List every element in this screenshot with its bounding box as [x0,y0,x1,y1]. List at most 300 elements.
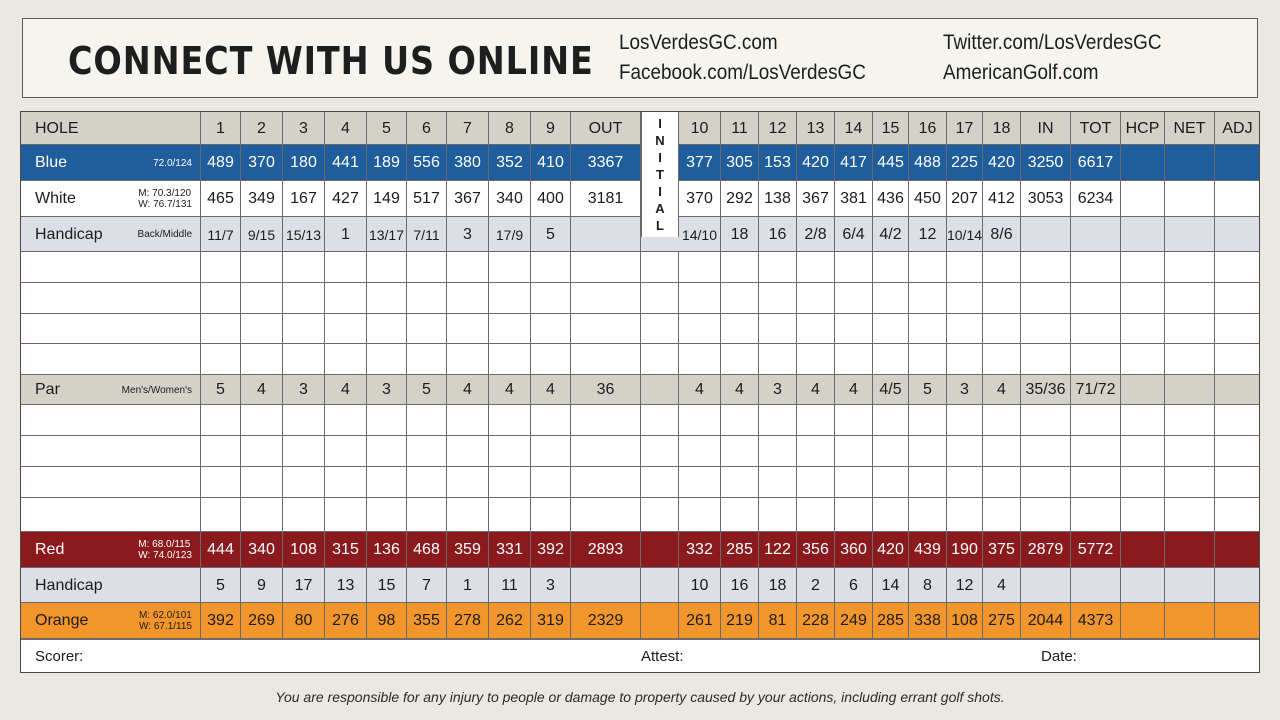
score-cell[interactable] [201,344,241,375]
score-cell[interactable] [447,467,489,498]
score-cell[interactable] [1215,314,1260,344]
score-cell[interactable] [835,498,873,532]
initial-column [641,112,679,237]
score-cell[interactable] [241,314,283,344]
yardage-cell: 17 [283,568,325,603]
initial-letter: N [655,133,665,148]
score-cell[interactable] [909,467,947,498]
score-cell[interactable] [367,498,407,532]
yardage-cell: 189 [367,145,407,181]
yardage-cell: 381 [835,181,873,217]
score-cell[interactable] [759,283,797,314]
column-header: TOT [1071,112,1121,145]
score-cell[interactable] [1121,283,1165,314]
score-cell[interactable] [367,436,407,467]
score-cell[interactable] [1121,314,1165,344]
score-cell[interactable] [983,405,1021,436]
score-cell[interactable] [571,467,641,498]
score-cell[interactable] [407,344,447,375]
row-label[interactable] [21,283,201,314]
score-cell[interactable] [983,498,1021,532]
score-cell[interactable] [571,283,641,314]
score-cell[interactable] [1071,436,1121,467]
score-cell[interactable] [325,498,367,532]
score-cell[interactable] [1165,252,1215,283]
score-cell[interactable] [283,467,325,498]
score-cell[interactable] [835,314,873,344]
initial-letter: A [655,201,665,216]
empty-score-row [21,314,1260,344]
score-cell[interactable] [721,498,759,532]
score-cell[interactable] [489,252,531,283]
score-cell[interactable] [241,252,283,283]
score-cell[interactable] [1165,314,1215,344]
score-cell[interactable] [1215,344,1260,375]
score-cell[interactable] [367,344,407,375]
column-header: 6 [407,112,447,145]
score-cell[interactable] [641,283,679,314]
score-cell[interactable] [571,314,641,344]
column-header: 1 [201,112,241,145]
score-cell[interactable] [909,252,947,283]
score-cell[interactable] [531,498,571,532]
score-cell[interactable] [571,344,641,375]
score-cell[interactable] [947,314,983,344]
column-header: NET [1165,112,1215,145]
score-cell[interactable] [641,314,679,344]
score-cell[interactable] [407,405,447,436]
score-cell[interactable] [679,405,721,436]
yardage-cell: 4 [531,375,571,405]
score-cell[interactable] [679,314,721,344]
yardage-cell: 4 [679,375,721,405]
score-cell[interactable] [1071,314,1121,344]
column-header: 13 [797,112,835,145]
score-cell[interactable] [201,405,241,436]
initial-letter: I [658,116,662,131]
score-cell[interactable] [531,405,571,436]
score-cell[interactable] [1121,467,1165,498]
score-cell[interactable] [1215,252,1260,283]
score-cell[interactable] [1215,436,1260,467]
yardage-cell [1215,145,1260,181]
score-cell[interactable] [325,252,367,283]
yardage-cell [641,532,679,568]
score-cell[interactable] [1121,498,1165,532]
yardage-cell: 375 [983,532,1021,568]
score-cell[interactable] [759,467,797,498]
yardage-cell: 9 [241,568,283,603]
row-label[interactable] [21,436,201,467]
yardage-cell: 450 [909,181,947,217]
score-cell[interactable] [447,314,489,344]
score-cell[interactable] [531,467,571,498]
score-cell[interactable] [641,405,679,436]
yardage-cell [1121,145,1165,181]
score-cell[interactable] [1021,467,1071,498]
yardage-cell: 261 [679,603,721,639]
yardage-cell: 12 [909,217,947,252]
score-cell[interactable] [325,344,367,375]
score-cell[interactable] [873,314,909,344]
score-cell[interactable] [983,314,1021,344]
score-cell[interactable] [571,436,641,467]
score-cell[interactable] [759,252,797,283]
score-cell[interactable] [489,283,531,314]
score-cell[interactable] [571,252,641,283]
yardage-cell [1215,217,1260,252]
score-cell[interactable] [1165,405,1215,436]
score-cell[interactable] [489,436,531,467]
score-cell[interactable] [1165,467,1215,498]
score-cell[interactable] [721,252,759,283]
score-cell[interactable] [407,252,447,283]
score-cell[interactable] [367,467,407,498]
yardage-cell: 3 [947,375,983,405]
score-cell[interactable] [873,436,909,467]
score-cell[interactable] [447,252,489,283]
score-cell[interactable] [283,252,325,283]
score-cell[interactable] [983,467,1021,498]
yardage-cell: 4 [835,375,873,405]
score-cell[interactable] [759,344,797,375]
score-cell[interactable] [909,314,947,344]
score-cell[interactable] [283,283,325,314]
score-cell[interactable] [447,405,489,436]
score-cell[interactable] [721,436,759,467]
score-cell[interactable] [531,283,571,314]
score-cell[interactable] [1071,405,1121,436]
score-cell[interactable] [983,283,1021,314]
score-cell[interactable] [325,283,367,314]
yardage-cell: 427 [325,181,367,217]
score-cell[interactable] [571,498,641,532]
score-cell[interactable] [641,498,679,532]
score-cell[interactable] [1021,252,1071,283]
yardage-cell: 6617 [1071,145,1121,181]
score-cell[interactable] [241,498,283,532]
yardage-cell [1165,217,1215,252]
score-cell[interactable] [983,436,1021,467]
score-cell[interactable] [1165,283,1215,314]
yardage-cell: 14 [873,568,909,603]
score-cell[interactable] [325,405,367,436]
score-cell[interactable] [983,344,1021,375]
score-cell[interactable] [407,436,447,467]
score-cell[interactable] [641,252,679,283]
row-label-text: Handicap [35,225,103,243]
score-cell[interactable] [447,283,489,314]
yardage-cell: 219 [721,603,759,639]
yardage-cell: 420 [983,145,1021,181]
score-cell[interactable] [679,436,721,467]
yardage-cell: 5 [531,217,571,252]
yardage-cell: 4373 [1071,603,1121,639]
score-cell[interactable] [531,314,571,344]
score-cell[interactable] [873,252,909,283]
initial-letter: L [656,218,664,233]
score-cell[interactable] [283,498,325,532]
yardage-cell: 331 [489,532,531,568]
yardage-cell: 14/10 [679,217,721,252]
link-facebook[interactable]: Facebook.com/LosVerdesGC [619,61,866,84]
score-cell[interactable] [909,405,947,436]
score-cell[interactable] [759,405,797,436]
score-cell[interactable] [241,283,283,314]
link-website[interactable]: LosVerdesGC.com [619,31,778,54]
score-cell[interactable] [489,498,531,532]
score-cell[interactable] [367,283,407,314]
yardage-cell: 4 [983,568,1021,603]
score-cell[interactable] [201,283,241,314]
score-cell[interactable] [835,436,873,467]
yardage-cell: 441 [325,145,367,181]
score-cell[interactable] [201,252,241,283]
score-cell[interactable] [947,252,983,283]
score-cell[interactable] [447,436,489,467]
empty-score-row [21,344,1260,375]
score-cell[interactable] [531,344,571,375]
yardage-cell: 292 [721,181,759,217]
score-cell[interactable] [835,405,873,436]
score-cell[interactable] [241,405,283,436]
yardage-cell: 138 [759,181,797,217]
score-cell[interactable] [1021,498,1071,532]
score-cell[interactable] [283,405,325,436]
row-label[interactable] [21,405,201,436]
yardage-cell: 3 [447,217,489,252]
yardage-cell [1165,532,1215,568]
yardage-cell [1121,217,1165,252]
yardage-cell: 12 [947,568,983,603]
column-header: 12 [759,112,797,145]
score-cell[interactable] [1021,314,1071,344]
score-cell[interactable] [201,467,241,498]
score-cell[interactable] [721,467,759,498]
link-americangolf[interactable]: AmericanGolf.com [943,61,1099,84]
row-label-text: HOLE [35,119,79,137]
score-cell[interactable] [283,344,325,375]
score-cell[interactable] [201,314,241,344]
score-cell[interactable] [909,498,947,532]
row-label[interactable] [21,467,201,498]
score-cell[interactable] [1165,344,1215,375]
score-cell[interactable] [721,344,759,375]
score-cell[interactable] [721,283,759,314]
yardage-cell: 149 [367,181,407,217]
score-cell[interactable] [1071,344,1121,375]
score-cell[interactable] [531,436,571,467]
score-cell[interactable] [835,283,873,314]
score-cell[interactable] [797,498,835,532]
yardage-cell: 352 [489,145,531,181]
empty-score-row [21,467,1260,498]
score-cell[interactable] [721,405,759,436]
row-red [21,532,1260,568]
column-header: 5 [367,112,407,145]
yardage-cell: 276 [325,603,367,639]
score-cell[interactable] [909,344,947,375]
yardage-cell [1165,145,1215,181]
score-cell[interactable] [873,405,909,436]
score-cell[interactable] [873,467,909,498]
score-cell[interactable] [873,498,909,532]
score-cell[interactable] [721,314,759,344]
score-cell[interactable] [947,344,983,375]
score-cell[interactable] [1021,436,1071,467]
score-cell[interactable] [797,252,835,283]
yardage-cell: 4 [797,375,835,405]
row-label-text: White [35,190,76,207]
score-cell[interactable] [241,467,283,498]
score-cell[interactable] [325,314,367,344]
score-cell[interactable] [1021,344,1071,375]
score-cell[interactable] [367,314,407,344]
score-cell[interactable] [679,283,721,314]
yardage-cell [1121,181,1165,217]
row-rating: Back/Middle [137,229,192,240]
score-cell[interactable] [835,344,873,375]
link-twitter[interactable]: Twitter.com/LosVerdesGC [943,31,1162,54]
score-cell[interactable] [571,405,641,436]
score-cell[interactable] [835,467,873,498]
yardage-cell: 420 [873,532,909,568]
column-header: 9 [531,112,571,145]
yardage-cell [1215,568,1260,603]
score-cell[interactable] [1165,498,1215,532]
empty-score-row [21,436,1260,467]
score-cell[interactable] [531,252,571,283]
score-cell[interactable] [947,498,983,532]
score-cell[interactable] [325,467,367,498]
score-cell[interactable] [407,498,447,532]
row-rating: M: 68.0/115 W: 74.0/123 [138,539,192,561]
score-cell[interactable] [759,314,797,344]
row-label[interactable] [21,314,201,344]
row-label[interactable] [21,344,201,375]
score-cell[interactable] [873,283,909,314]
score-cell[interactable] [797,283,835,314]
score-cell[interactable] [641,344,679,375]
score-cell[interactable] [909,283,947,314]
row-label[interactable] [21,252,201,283]
row-rating: 72.0/124 [153,157,192,169]
yardage-cell: 3 [367,375,407,405]
score-cell[interactable] [1121,252,1165,283]
score-cell[interactable] [407,283,447,314]
score-cell[interactable] [873,344,909,375]
score-cell[interactable] [797,436,835,467]
yardage-cell: 7 [407,568,447,603]
yardage-cell: 6/4 [835,217,873,252]
score-cell[interactable] [641,436,679,467]
score-cell[interactable] [367,405,407,436]
score-cell[interactable] [201,498,241,532]
score-cell[interactable] [947,436,983,467]
score-cell[interactable] [241,436,283,467]
score-cell[interactable] [367,252,407,283]
score-cell[interactable] [797,344,835,375]
score-cell[interactable] [679,498,721,532]
score-cell[interactable] [283,436,325,467]
score-cell[interactable] [759,498,797,532]
yardage-cell: 356 [797,532,835,568]
yardage-cell: 355 [407,603,447,639]
yardage-cell: 2 [797,568,835,603]
score-cell[interactable] [835,252,873,283]
score-cell[interactable] [407,314,447,344]
score-cell[interactable] [1021,283,1071,314]
row-label[interactable] [21,498,201,532]
yardage-cell [1215,181,1260,217]
score-cell[interactable] [909,436,947,467]
score-cell[interactable] [1215,467,1260,498]
yardage-cell: 285 [721,532,759,568]
score-cell[interactable] [759,436,797,467]
score-cell[interactable] [1165,436,1215,467]
yardage-cell [1121,603,1165,639]
score-cell[interactable] [983,252,1021,283]
score-cell[interactable] [679,344,721,375]
yardage-cell: 269 [241,603,283,639]
score-cell[interactable] [1071,283,1121,314]
score-cell[interactable] [283,314,325,344]
score-cell[interactable] [797,314,835,344]
score-cell[interactable] [447,498,489,532]
score-cell[interactable] [201,436,241,467]
score-cell[interactable] [1121,344,1165,375]
score-cell[interactable] [325,436,367,467]
score-cell[interactable] [1071,498,1121,532]
score-cell[interactable] [1121,405,1165,436]
row-label [21,532,201,568]
score-cell[interactable] [1215,283,1260,314]
score-cell[interactable] [797,467,835,498]
yardage-cell: 360 [835,532,873,568]
score-cell[interactable] [1121,436,1165,467]
score-cell[interactable] [1215,498,1260,532]
yardage-cell: 3250 [1021,145,1071,181]
score-cell[interactable] [241,344,283,375]
score-cell[interactable] [947,467,983,498]
row-label [21,568,201,603]
score-cell[interactable] [1071,467,1121,498]
score-cell[interactable] [679,467,721,498]
score-cell[interactable] [489,344,531,375]
yardage-cell: 167 [283,181,325,217]
yardage-cell: 108 [947,603,983,639]
yardage-cell [641,603,679,639]
score-cell[interactable] [679,252,721,283]
yardage-cell: 108 [283,532,325,568]
yardage-cell: 556 [407,145,447,181]
score-cell[interactable] [447,344,489,375]
score-cell[interactable] [407,467,447,498]
score-cell[interactable] [489,405,531,436]
score-cell[interactable] [489,314,531,344]
score-cell[interactable] [1021,405,1071,436]
score-cell[interactable] [797,405,835,436]
score-cell[interactable] [947,283,983,314]
score-cell[interactable] [1071,252,1121,283]
yardage-cell: 4/5 [873,375,909,405]
score-cell[interactable] [1215,405,1260,436]
score-cell[interactable] [641,467,679,498]
yardage-cell: 488 [909,145,947,181]
score-cell[interactable] [489,467,531,498]
score-cell[interactable] [947,405,983,436]
yardage-cell: 8/6 [983,217,1021,252]
